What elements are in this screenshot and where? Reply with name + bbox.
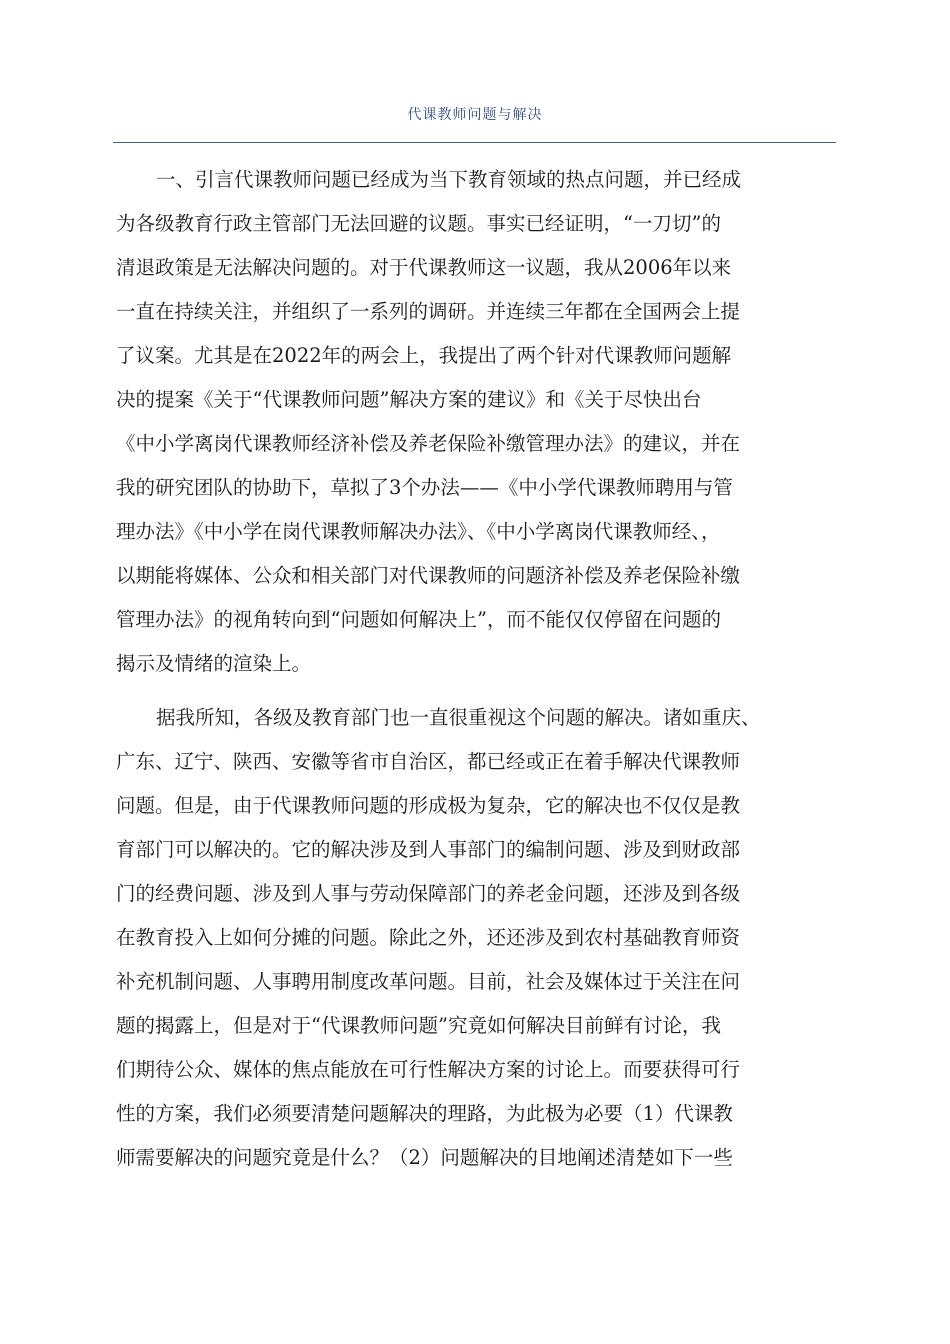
text-line: 以期能将媒体、公众和相关部门对代课教师的问题济补偿及养老保险补缴 bbox=[116, 564, 741, 587]
paragraph-introduction bbox=[116, 158, 836, 686]
text-line: 据我所知，各级及教育部门也一直很重视这个问题的解决。诸如重庆、 bbox=[156, 706, 761, 729]
header-divider bbox=[113, 142, 836, 143]
text-line: 题的揭露上，但是对于“代课教师问题”究竟如何解决目前鲜有讨论，我 bbox=[116, 1014, 721, 1037]
text-line: 性的方案，我们必须要清楚问题解决的理路，为此极为必要（1）代课教 bbox=[116, 1102, 733, 1125]
paragraph-analysis bbox=[116, 696, 836, 1180]
text-line: 问题。但是，由于代课教师问题的形成极为复杂，它的解决也不仅仅是教 bbox=[116, 794, 741, 817]
text-line: 为各级教育行政主管部门无法回避的议题。事实已经证明，“一刀切”的 bbox=[116, 212, 721, 235]
text-line: 我的研究团队的协助下，草拟了3个办法——《中小学代课教师聘用与管 bbox=[116, 476, 733, 499]
text-line: 广东、辽宁、陕西、安徽等省市自治区，都已经或正在着手解决代课教师 bbox=[116, 750, 741, 773]
text-line: 管理办法》的视角转向到“问题如何解决上”，而不能仅仅停留在问题的 bbox=[116, 608, 721, 631]
text-line: 在教育投入上如何分摊的问题。除此之外，还还涉及到农村基础教育师资 bbox=[116, 926, 741, 949]
text-line: 《中小学离岗代课教师经济补偿及养老保险补缴管理办法》的建议，并在 bbox=[116, 432, 741, 455]
text-line: 一直在持续关注，并组织了一系列的调研。并连续三年都在全国两会上提 bbox=[116, 300, 741, 323]
text-line: 清退政策是无法解决问题的。对于代课教师这一议题，我从2006年以来 bbox=[116, 256, 732, 279]
text-line: 理办法》《中小学在岗代课教师解决办法》、《中小学离岗代课教师经、， bbox=[116, 520, 721, 543]
text-line: 们期待公众、媒体的焦点能放在可行性解决方案的讨论上。而要获得可行 bbox=[116, 1058, 741, 1081]
text-line: 了议案。尤其是在2022年的两会上，我提出了两个针对代课教师问题解 bbox=[116, 344, 732, 367]
text-line: 补充机制问题、人事聘用制度改革问题。目前，社会及媒体过于关注在问 bbox=[116, 970, 741, 993]
text-line: 师需要解决的问题究竟是什么？（2）问题解决的目地阐述清楚如下一些 bbox=[116, 1146, 733, 1169]
page-header-title: 代课教师问题与解决 bbox=[407, 107, 543, 123]
text-line: 门的经费问题、涉及到人事与劳动保障部门的养老金问题，还涉及到各级 bbox=[116, 882, 741, 905]
text-line: 育部门可以解决的。它的解决涉及到人事部门的编制问题、涉及到财政部 bbox=[116, 838, 741, 861]
text-line: 揭示及情绪的渲染上。 bbox=[116, 652, 312, 675]
text-line: 一、引言代课教师问题已经成为当下教育领域的热点问题，并已经成 bbox=[156, 168, 742, 191]
text-line: 决的提案《关于“代课教师问题”解决方案的建议》和《关于尽快出台 bbox=[116, 388, 702, 411]
